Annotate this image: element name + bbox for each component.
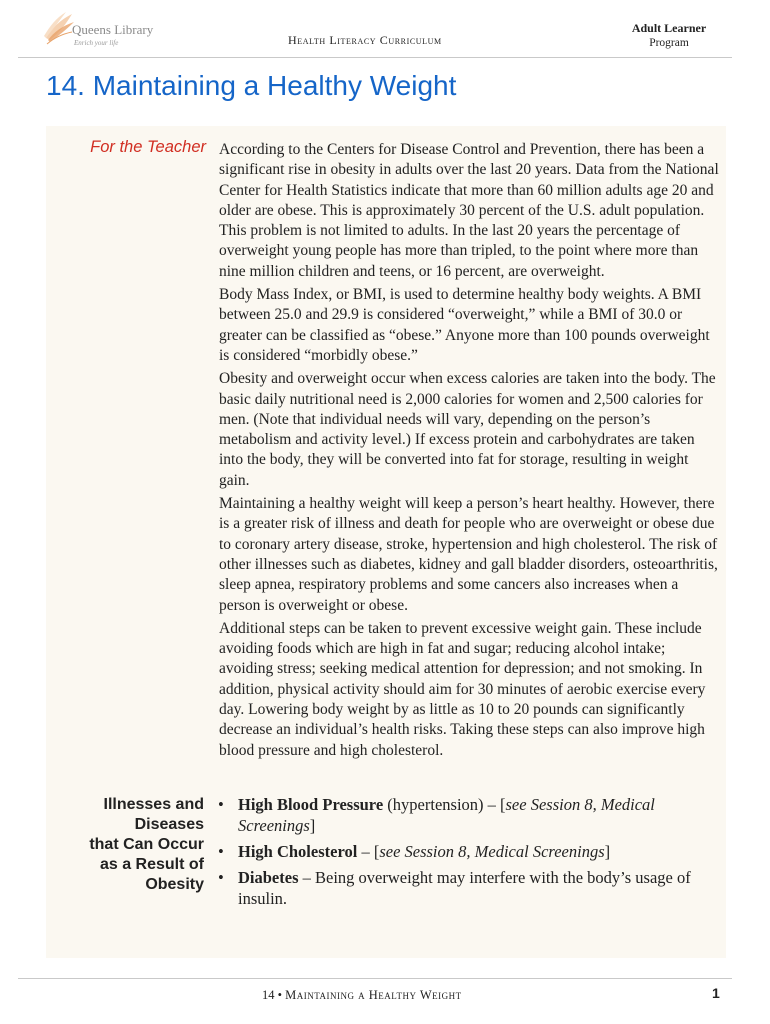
illnesses-label-line: that Can Occur [89,836,204,853]
illnesses-section-label [64,795,204,895]
illness-name: Diabetes [238,868,299,887]
header-divider [18,57,732,58]
illnesses-label-line: Illnesses and [103,796,204,813]
paragraph: Body Mass Index, or BMI, is used to determine healthy body weights. A BMI between 25.0 and 29.9 is considered “overweight,” while a BMI of 30.0 or greater can be classified as “obese.” Anyone more than 100 pounds overweight is considered “morbidly obese.” [219,286,710,364]
footer-divider [18,978,732,979]
closing-bracket: ] [604,842,611,861]
program-label-line2: Program [649,37,689,49]
logo-tagline: Enrich your life [74,39,119,47]
list-item [206,841,721,862]
closing-bracket: ] [309,816,316,835]
teacher-section-label: For the Teacher [90,138,206,156]
footer-session-number: 14 [262,988,275,1002]
paragraph: Additional steps can be taken to prevent excessive weight gain. These include avoiding foods which are high in fat and sugar; reducing alcohol intake; avoiding stress; seeking medical attention for depression; and not smoking. In addition, physical activity should aim for 30 minutes of aerobic exercise every day. Lowering body weight by as little as 10 to 20 pounds can significantly decrease an individual’s health risks. Taking these steps can also improve high blood pressure and high cholesterol. [219,619,706,759]
illnesses-label-line: as a Result of [99,856,204,873]
illness-description: (hypertension) – [ [383,795,506,814]
footer-session-name: Maintaining a Healthy Weight [285,988,462,1002]
footer-session-title [262,988,462,1003]
footer-separator: • [277,988,283,1002]
page-number: 1 [712,985,720,1001]
content-panel [46,126,726,958]
program-label [614,21,724,51]
paragraph: Obesity and overweight occur when excess calories are taken into the body. The basic daily nutritional need is 2,000 calories for women and 2,500 calories for men. (Note that individual needs will vary, depending on the person’s metabolism and activity level.) If excess protein and carbohydrates are taken into the body, they will be converted into fat for storage, resulting in weight gain. [219,370,716,489]
session-reference: see Session 8, Medical Screenings [238,795,655,835]
list-item [206,794,721,836]
bullet-icon: • [218,795,224,814]
illness-description: – [ [357,842,380,861]
session-reference: see Session 8, Medical Screenings [379,842,605,861]
program-label-line1: Adult Learner [631,21,707,35]
illnesses-label-line: Diseases [134,816,204,833]
list-item [206,867,721,909]
book-leaf-icon [42,10,76,48]
illness-description: – Being overweight may interfere with the body’s usage of insulin. [238,868,691,908]
paragraph: Maintaining a healthy weight will keep a person’s heart healthy. However, there is a greater risk of illness and death for people who are overweight or obese due to coronary artery disease, stroke, hypertension and high cholesterol. The risk of other illnesses such as diabetes, kidney and gall bladder disorders, osteoarthritis, sleep apnea, respiratory problems and some cancers also increases when a person is overweight or obese. [219,495,718,614]
teacher-section-body [219,140,719,764]
illnesses-label-line: Obesity [145,876,204,893]
curriculum-title: Health Literacy Curriculum [288,33,442,47]
page-title: 14. Maintaining a Healthy Weight [46,70,457,101]
illness-name: High Cholesterol [238,842,358,861]
logo-name: Queens Library [72,22,154,37]
bullet-icon: • [218,842,224,861]
bullet-icon: • [218,868,224,887]
illness-name: High Blood Pressure [238,795,384,814]
queens-library-logo [42,10,162,52]
paragraph: According to the Centers for Disease Control and Prevention, there has been a significant rise in obesity in adults over the last 20 years. Data from the National Center for Health Statistics indicate that more than 60 million adults age 20 and older are obese. This is approximately 30 percent of the U.S. adult population. This problem is not limited to adults. In the last 20 years the percentage of overweight young people has more than tripled, to the point where more than nine million children and teens, or 16 percent, are overweight. [219,141,719,280]
illnesses-list [206,794,721,914]
